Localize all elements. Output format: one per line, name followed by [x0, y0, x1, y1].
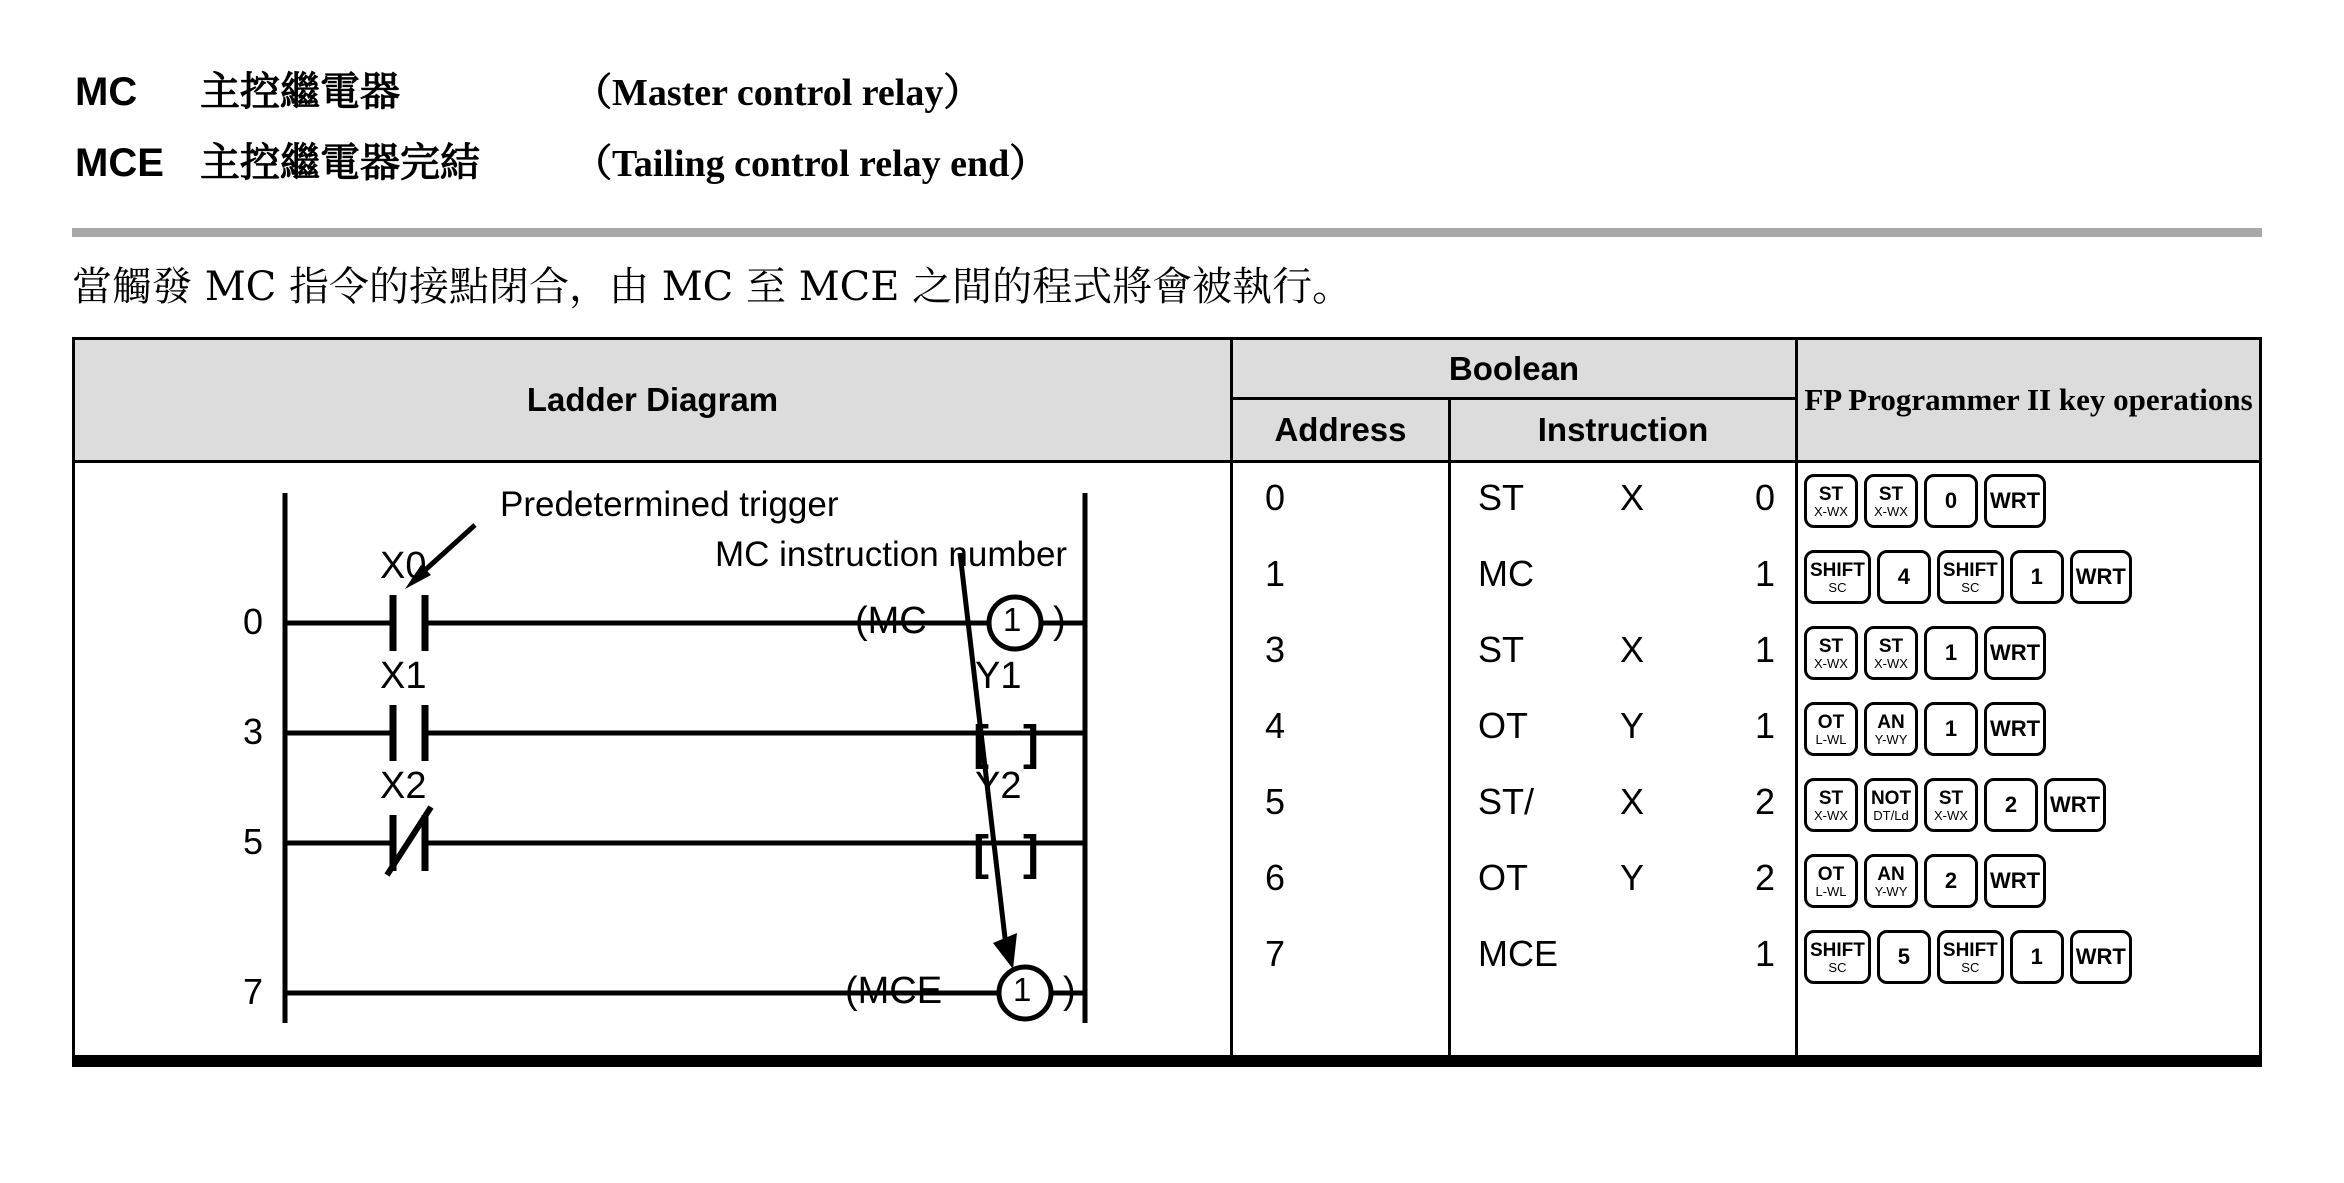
fp-key-bottom-label: Y-WY	[1874, 731, 1908, 747]
table-row	[1230, 843, 1795, 919]
fp-key-st[interactable]	[1804, 626, 1858, 680]
fp-key-st[interactable]	[1804, 778, 1858, 832]
fp-key-0[interactable]	[1924, 474, 1978, 528]
fp-key-st[interactable]	[1864, 474, 1918, 528]
fp-key-1[interactable]	[1924, 702, 1978, 756]
cell-address: 7	[1265, 933, 1286, 974]
fp-key-top-label: OT	[1817, 863, 1845, 885]
fp-key-bottom-label: X-WX	[1814, 807, 1848, 823]
fp-key-bottom-label: DT/Ld	[1873, 807, 1909, 823]
fp-key-bottom-label: SC	[1961, 959, 1980, 975]
cell-instruction: ST	[1478, 477, 1525, 518]
cell-operand: Y	[1620, 857, 1645, 898]
cell-instruction: MCE	[1478, 933, 1558, 974]
fp-key-top-label: 0	[1944, 488, 1958, 513]
cell-number: 2	[1755, 781, 1776, 822]
cell-number: 1	[1755, 705, 1776, 746]
cell-address: 3	[1265, 629, 1286, 670]
svg-text:]: ]	[1023, 827, 1039, 880]
horizontal-rule	[72, 228, 2262, 237]
fp-key-top-label: 1	[1944, 716, 1958, 741]
header-boolean: Boolean	[1230, 340, 1795, 400]
coil-label-mc: (MC	[855, 600, 927, 642]
fp-key-4[interactable]	[1877, 550, 1931, 604]
fp-key-top-label: SHIFT	[1942, 559, 1998, 581]
heading-chinese-mc: 主控繼電器	[200, 69, 400, 115]
fp-key-top-label: ST	[1878, 483, 1904, 505]
cell-instruction: ST	[1478, 629, 1525, 670]
heading-line-mc	[75, 60, 1675, 117]
svg-text:[: [	[973, 717, 989, 770]
fp-key-1[interactable]	[1924, 626, 1978, 680]
fp-key-ot[interactable]	[1804, 702, 1858, 756]
header-address: Address	[1230, 400, 1448, 460]
fp-key-st[interactable]	[1924, 778, 1978, 832]
fp-key-bottom-label: X-WX	[1934, 807, 1968, 823]
output-label-y1: Y1	[975, 655, 1022, 697]
fp-key-2[interactable]	[1984, 778, 2038, 832]
fp-key-row	[1798, 463, 2259, 539]
boolean-rows	[1230, 463, 1795, 1067]
fp-key-top-label: ST	[1818, 787, 1844, 809]
fp-key-top-label: 1	[2030, 944, 2043, 969]
table-row	[1230, 463, 1795, 539]
fp-key-wrt[interactable]	[2070, 550, 2132, 604]
fp-key-wrt[interactable]	[2070, 930, 2132, 984]
fp-key-row	[1798, 843, 2259, 919]
fp-key-top-label: 1	[2030, 564, 2043, 589]
fp-key-top-label: AN	[1877, 863, 1905, 885]
fp-key-top-label: SHIFT	[1810, 559, 1865, 581]
fp-key-wrt[interactable]	[1984, 854, 2046, 908]
fp-key-not[interactable]	[1864, 778, 1918, 832]
fp-key-top-label: ST	[1878, 635, 1904, 657]
cell-instruction: OT	[1478, 705, 1528, 746]
cell-operand: Y	[1620, 705, 1645, 746]
cell-operand: X	[1620, 629, 1645, 670]
fp-key-top-label: 5	[1897, 944, 1911, 969]
heading-code-mce: MCE	[75, 141, 164, 185]
table-header	[75, 340, 2259, 463]
rung-step-3: 3	[243, 711, 264, 752]
heading-code-mc: MC	[75, 70, 138, 114]
contact-label-x2: X2	[380, 765, 427, 807]
heading-english-mce: （Tailing control relay end）	[574, 143, 1048, 185]
cell-instruction: MC	[1478, 553, 1534, 594]
cell-address: 5	[1265, 781, 1286, 822]
description-text: 當觸發 MC 指令的接點閉合，由 MC 至 MCE 之間的程式將會被執行。	[72, 264, 1353, 310]
heading-chinese-mce: 主控繼電器完結	[200, 140, 480, 186]
fp-key-top-label: 2	[1944, 868, 1958, 893]
svg-text:]: ]	[1023, 717, 1039, 770]
heading-line-mce	[75, 131, 1675, 188]
rung-step-0: 0	[243, 601, 264, 642]
cell-address: 6	[1265, 857, 1286, 898]
bottom-bar	[72, 1055, 2262, 1067]
fp-key-top-label: ST	[1938, 787, 1964, 809]
fp-key-top-label: WRT	[2050, 792, 2101, 817]
fp-key-bottom-label: Y-WY	[1874, 883, 1908, 899]
ladder-diagram	[75, 463, 1230, 1067]
contact-label-x0: X0	[380, 545, 427, 587]
coil-number-mce: 1	[1013, 971, 1032, 1008]
fp-key-bottom-label: X-WX	[1814, 503, 1848, 519]
fp-key-an[interactable]	[1864, 854, 1918, 908]
cell-address: 0	[1265, 477, 1286, 518]
cell-instruction: OT	[1478, 857, 1528, 898]
coil-paren-close-mc: )	[1053, 600, 1066, 642]
fp-key-1[interactable]	[2010, 930, 2064, 984]
fp-key-shift[interactable]	[1937, 550, 2004, 604]
table-row	[1230, 919, 1795, 995]
cell-operand: X	[1620, 477, 1645, 518]
fp-key-wrt[interactable]	[1984, 702, 2046, 756]
fp-key-bottom-label: SC	[1961, 579, 1980, 595]
fp-key-row	[1798, 539, 2259, 615]
fp-key-bottom-label: X-WX	[1874, 655, 1908, 671]
fp-key-2[interactable]	[1924, 854, 1978, 908]
fp-key-row	[1798, 615, 2259, 691]
cell-number: 1	[1755, 553, 1776, 594]
cell-number: 2	[1755, 857, 1776, 898]
fp-key-st[interactable]	[1804, 474, 1858, 528]
fp-key-ot[interactable]	[1804, 854, 1858, 908]
fp-key-top-label: WRT	[1990, 868, 2041, 893]
fp-key-row	[1798, 691, 2259, 767]
fp-key-bottom-label: X-WX	[1874, 503, 1908, 519]
cell-number: 1	[1755, 933, 1776, 974]
coil-label-mce: (MCE	[845, 970, 943, 1012]
fp-key-top-label: WRT	[1990, 716, 2041, 741]
fp-key-shift[interactable]	[1804, 550, 1871, 604]
fp-key-bottom-label: SC	[1828, 959, 1847, 975]
fp-key-row	[1798, 919, 2259, 995]
fp-key-wrt[interactable]	[2044, 778, 2106, 832]
header-ladder-diagram: Ladder Diagram	[526, 381, 779, 418]
table-row	[1230, 615, 1795, 691]
fp-key-shift[interactable]	[1804, 930, 1871, 984]
fp-key-top-label: 4	[1897, 564, 1911, 589]
table-row	[1230, 691, 1795, 767]
svg-text:[: [	[973, 827, 989, 880]
cell-address: 1	[1265, 553, 1286, 594]
fp-key-st[interactable]	[1864, 626, 1918, 680]
cell-number: 0	[1755, 477, 1776, 518]
fp-key-an[interactable]	[1864, 702, 1918, 756]
fp-key-bottom-label: L-WL	[1815, 883, 1847, 899]
coil-paren-close-mce: )	[1063, 970, 1076, 1012]
output-label-y2: Y2	[975, 765, 1022, 807]
cell-operand: X	[1620, 781, 1645, 822]
fp-key-bottom-label: SC	[1828, 579, 1847, 595]
header-instruction: Instruction	[1448, 400, 1795, 460]
cell-instruction: ST/	[1478, 781, 1535, 822]
fp-key-top-label: WRT	[1990, 640, 2041, 665]
fp-key-top-label: ST	[1818, 635, 1844, 657]
fp-key-1[interactable]	[2010, 550, 2064, 604]
annotation-mc-instruction-number: MC instruction number	[715, 535, 1068, 574]
fp-key-5[interactable]	[1877, 930, 1931, 984]
rung-step-7: 7	[243, 971, 264, 1012]
coil-number-mc: 1	[1003, 601, 1022, 638]
fp-key-bottom-label: X-WX	[1814, 655, 1848, 671]
fp-key-top-label: AN	[1877, 711, 1905, 733]
rung-step-5: 5	[243, 821, 264, 862]
table-row	[1230, 539, 1795, 615]
fp-key-top-label: WRT	[1990, 488, 2041, 513]
fp-key-top-label: OT	[1817, 711, 1845, 733]
instruction-table	[72, 337, 2262, 1067]
fp-key-top-label: ST	[1818, 483, 1844, 505]
fp-key-rows	[1798, 463, 2259, 1067]
fp-key-wrt[interactable]	[1984, 626, 2046, 680]
fp-key-row	[1798, 767, 2259, 843]
contact-label-x1: X1	[380, 655, 427, 697]
fp-key-wrt[interactable]	[1984, 474, 2046, 528]
table-row	[1230, 767, 1795, 843]
cell-number: 1	[1755, 629, 1776, 670]
heading-english-mc: （Master control relay）	[574, 72, 982, 114]
fp-key-top-label: NOT	[1870, 787, 1912, 809]
fp-key-top-label: 1	[1944, 640, 1958, 665]
fp-key-top-label: 2	[2004, 792, 2018, 817]
fp-key-top-label: SHIFT	[1942, 939, 1998, 961]
header-fp-key-operations: FP Programmer II key operations	[1795, 340, 2259, 460]
annotation-predetermined-trigger: Predetermined trigger	[500, 485, 839, 524]
fp-key-top-label: SHIFT	[1810, 939, 1865, 961]
fp-key-top-label: WRT	[2075, 944, 2126, 969]
page-title	[75, 60, 1675, 202]
fp-key-shift[interactable]	[1937, 930, 2004, 984]
cell-address: 4	[1265, 705, 1286, 746]
fp-key-bottom-label: L-WL	[1815, 731, 1847, 747]
fp-key-top-label: WRT	[2075, 564, 2126, 589]
